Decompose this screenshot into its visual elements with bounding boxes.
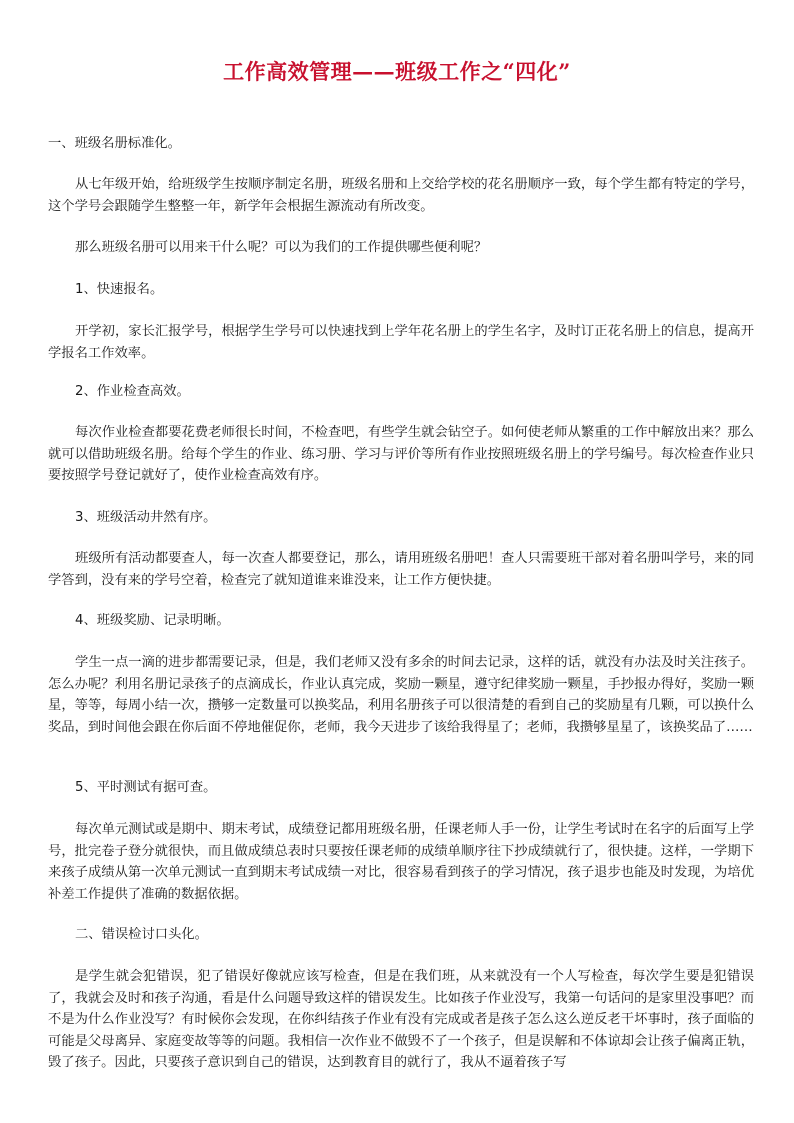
paragraph: 每次作业检查都要花费老师很长时间，不检查吧，有些学生就会钻空子。如何使老师从繁重的工作中解放出来？那么就可以借助班级名册。给每个学生的作业、练习册、学习与评价等所有作业按照班级名册上的学号编号。每次检查作业只要按照学号登记就好了，使作业检查高效有序。	[48, 425, 754, 483]
paragraph: 那么班级名册可以用来干什么呢？可以为我们的工作提供哪些便利呢？	[75, 240, 488, 255]
paragraph: 学生一点一滴的进步都需要记录，但是，我们老师又没有多余的时间去记录，这样的话，就没有办法及时关注孩子。怎么办呢？利用名册记录孩子的点滴成长，作业认真完成，奖励一颗星，遵守纪律奖励一颗星，手抄报办得好，奖励一颗星，等等，每周小结一次，攒够一定数量可以换奖品，利用名册孩子可以很清楚的看到自己的奖励星有几颗，可以换什么奖品，到时间他会跟在你后面不停地催促你，老师，我今天进步了该给我得星了；老师，我攒够星星了，该换奖品了……	[48, 655, 754, 735]
item-heading-5: 5、平时测试有据可查。	[75, 780, 217, 795]
paragraph: 每次单元测试或是期中、期末考试，成绩登记都用班级名册，任课老师人手一份，让学生考试时在名字的后面写上学号，批完卷子登分就很快，而且做成绩总表时只要按任课老师的成绩单顺序往下抄成绩就行了，很快捷。这样，一学期下来孩子成绩从第一次单元测试一直到期末考试成绩一对比，很容易看到孩子的学习情况，孩子退步也能及时发现，为培优补差工作提供了准确的数据依据。	[48, 822, 754, 902]
paragraph: 班级所有活动都要查人，每一次查人都要登记，那么，请用班级名册吧！查人只需要班干部对着名册叫学号，来的同学答到，没有来的学号空着，检查完了就知道谁来谁没来，让工作方便快捷。	[48, 551, 754, 588]
item-heading-1: 1、快速报名。	[75, 282, 164, 297]
section-heading-2: 二、错误检讨口头化。	[75, 927, 208, 942]
section-heading-1: 一、班级名册标准化。	[48, 136, 181, 151]
item-heading-3: 3、班级活动井然有序。	[75, 510, 217, 525]
paragraph: 开学初，家长汇报学号，根据学生学号可以快速找到上学年花名册上的学生名字，及时订正花名册上的信息，提高开学报名工作效率。	[48, 324, 754, 361]
paragraph: 是学生就会犯错误，犯了错误好像就应该写检查，但是在我们班，从来就没有一个人写检查，每次学生要是犯错误了，我就会及时和孩子沟通，看是什么问题导致这样的错误发生。比如孩子作业没写，我第一句话问的是家里没事吧？而不是为什么作业没写？有时候你会发现，在你纠结孩子作业有没有完成或者是孩子怎么这么逆反老干坏事时，孩子面临的可能是父母离异、家庭变故等等的问题。我相信一次作业不做毁不了一个孩子，但是误解和不体谅却会让孩子偏离正轨，毁了孩子。因此，只要孩子意识到自己的错误，达到教育目的就行了，我从不逼着孩子写	[48, 969, 754, 1070]
item-heading-2: 2、作业检查高效。	[75, 384, 190, 399]
document-title: 工作高效管理——班级工作之“四化”	[223, 59, 571, 84]
paragraph: 从七年级开始，给班级学生按顺序制定名册，班级名册和上交给学校的花名册顺序一致，每个学生都有特定的学号，这个学号会跟随学生整整一年，新学年会根据生源流动有所改变。	[48, 177, 754, 214]
item-heading-4: 4、班级奖励、记录明晰。	[75, 613, 230, 628]
